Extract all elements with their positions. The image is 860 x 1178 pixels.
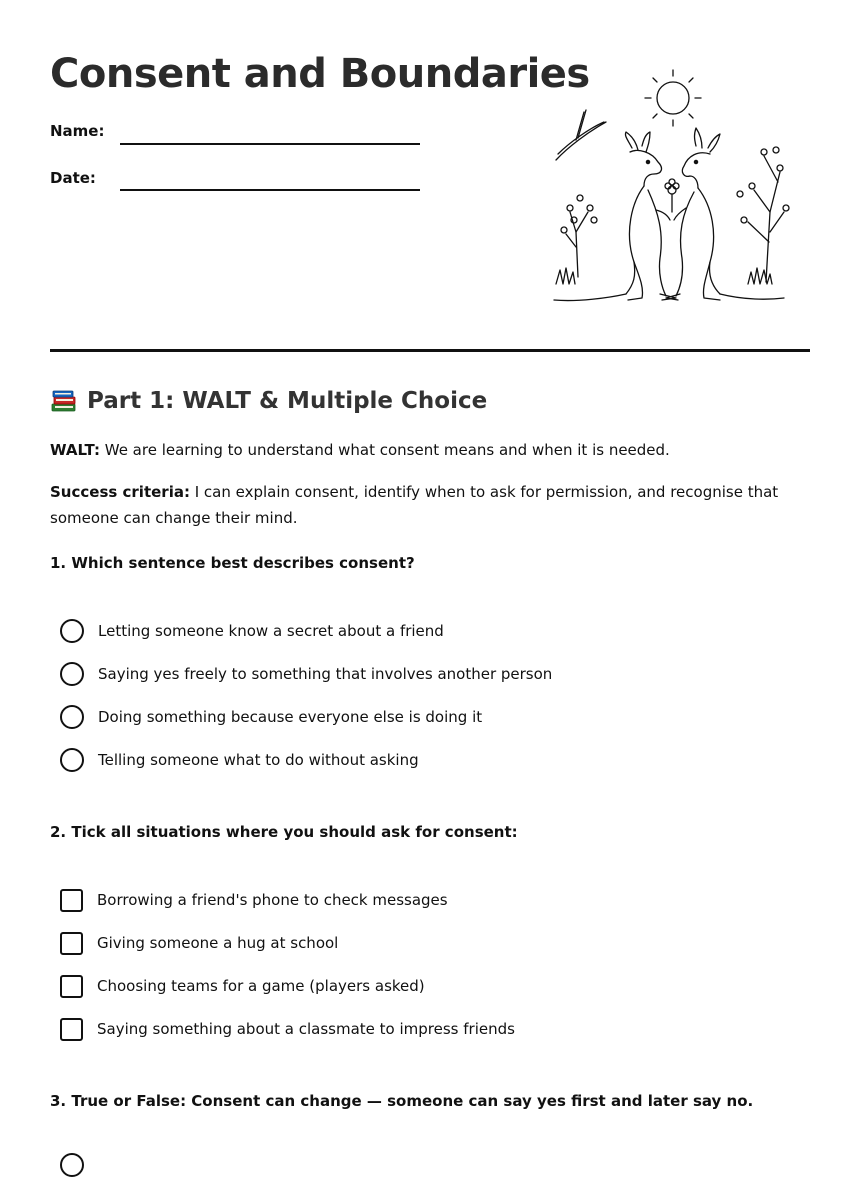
q2-option[interactable] [60, 930, 338, 956]
success-criteria [50, 479, 810, 531]
q2-option[interactable] [60, 1016, 515, 1042]
kangaroos-illustration [548, 62, 796, 314]
name-field[interactable] [120, 143, 420, 145]
books-icon [50, 388, 77, 414]
header-divider [50, 349, 810, 352]
q3-option[interactable] [60, 1152, 84, 1178]
checkbox[interactable] [60, 975, 83, 998]
walt-statement [50, 437, 810, 463]
q1-option[interactable] [60, 618, 444, 644]
q1-option-label: Doing something because everyone else is doing it [98, 708, 483, 726]
left-tree-icon [561, 195, 597, 277]
radio-button[interactable] [60, 1153, 84, 1177]
q2-option-label: Borrowing a friend's phone to check messages [97, 891, 448, 909]
flower-icon [665, 179, 679, 212]
right-tree-icon [737, 147, 789, 282]
q1-option[interactable] [60, 704, 482, 730]
q2-option[interactable] [60, 973, 425, 999]
walt-label: WALT: [50, 441, 100, 459]
q2-option-label: Choosing teams for a game (players asked) [97, 977, 425, 995]
section-title-part1 [50, 388, 487, 414]
checkbox[interactable] [60, 889, 83, 912]
q1-option-label: Saying yes freely to something that involves another person [98, 665, 553, 683]
radio-button[interactable] [60, 705, 84, 729]
q1-option[interactable] [60, 661, 552, 687]
q1-option-label: Telling someone what to do without asking [98, 751, 419, 769]
question-1: 1. Which sentence best describes consent? [50, 554, 415, 572]
q1-option-label: Letting someone know a secret about a friend [98, 622, 444, 640]
q2-option[interactable] [60, 887, 448, 913]
date-field[interactable] [120, 189, 420, 191]
sun-icon [645, 70, 701, 126]
branch-icon [556, 110, 606, 160]
success-label: Success criteria: [50, 483, 190, 501]
part1-heading: Part 1: WALT & Multiple Choice [87, 388, 488, 414]
q2-option-label: Giving someone a hug at school [97, 934, 339, 952]
name-label: Name: [50, 122, 105, 140]
radio-button[interactable] [60, 662, 84, 686]
question-2: 2. Tick all situations where you should ask for consent: [50, 823, 518, 841]
radio-button[interactable] [60, 619, 84, 643]
question-3: 3. True or False: Consent can change — someone can say yes first and later say no. [50, 1092, 754, 1110]
walt-text: We are learning to understand what consent means and when it is needed. [99, 441, 670, 459]
worksheet-title: Consent and Boundaries [50, 51, 590, 97]
checkbox[interactable] [60, 1018, 83, 1041]
radio-button[interactable] [60, 748, 84, 772]
success-text: I can explain consent, identify when to ask for permission, and recognise that someone can change their mind. [50, 483, 779, 527]
q1-option[interactable] [60, 747, 419, 773]
q2-option-label: Saying something about a classmate to impress friends [97, 1020, 515, 1038]
checkbox[interactable] [60, 932, 83, 955]
date-label: Date: [50, 169, 96, 187]
